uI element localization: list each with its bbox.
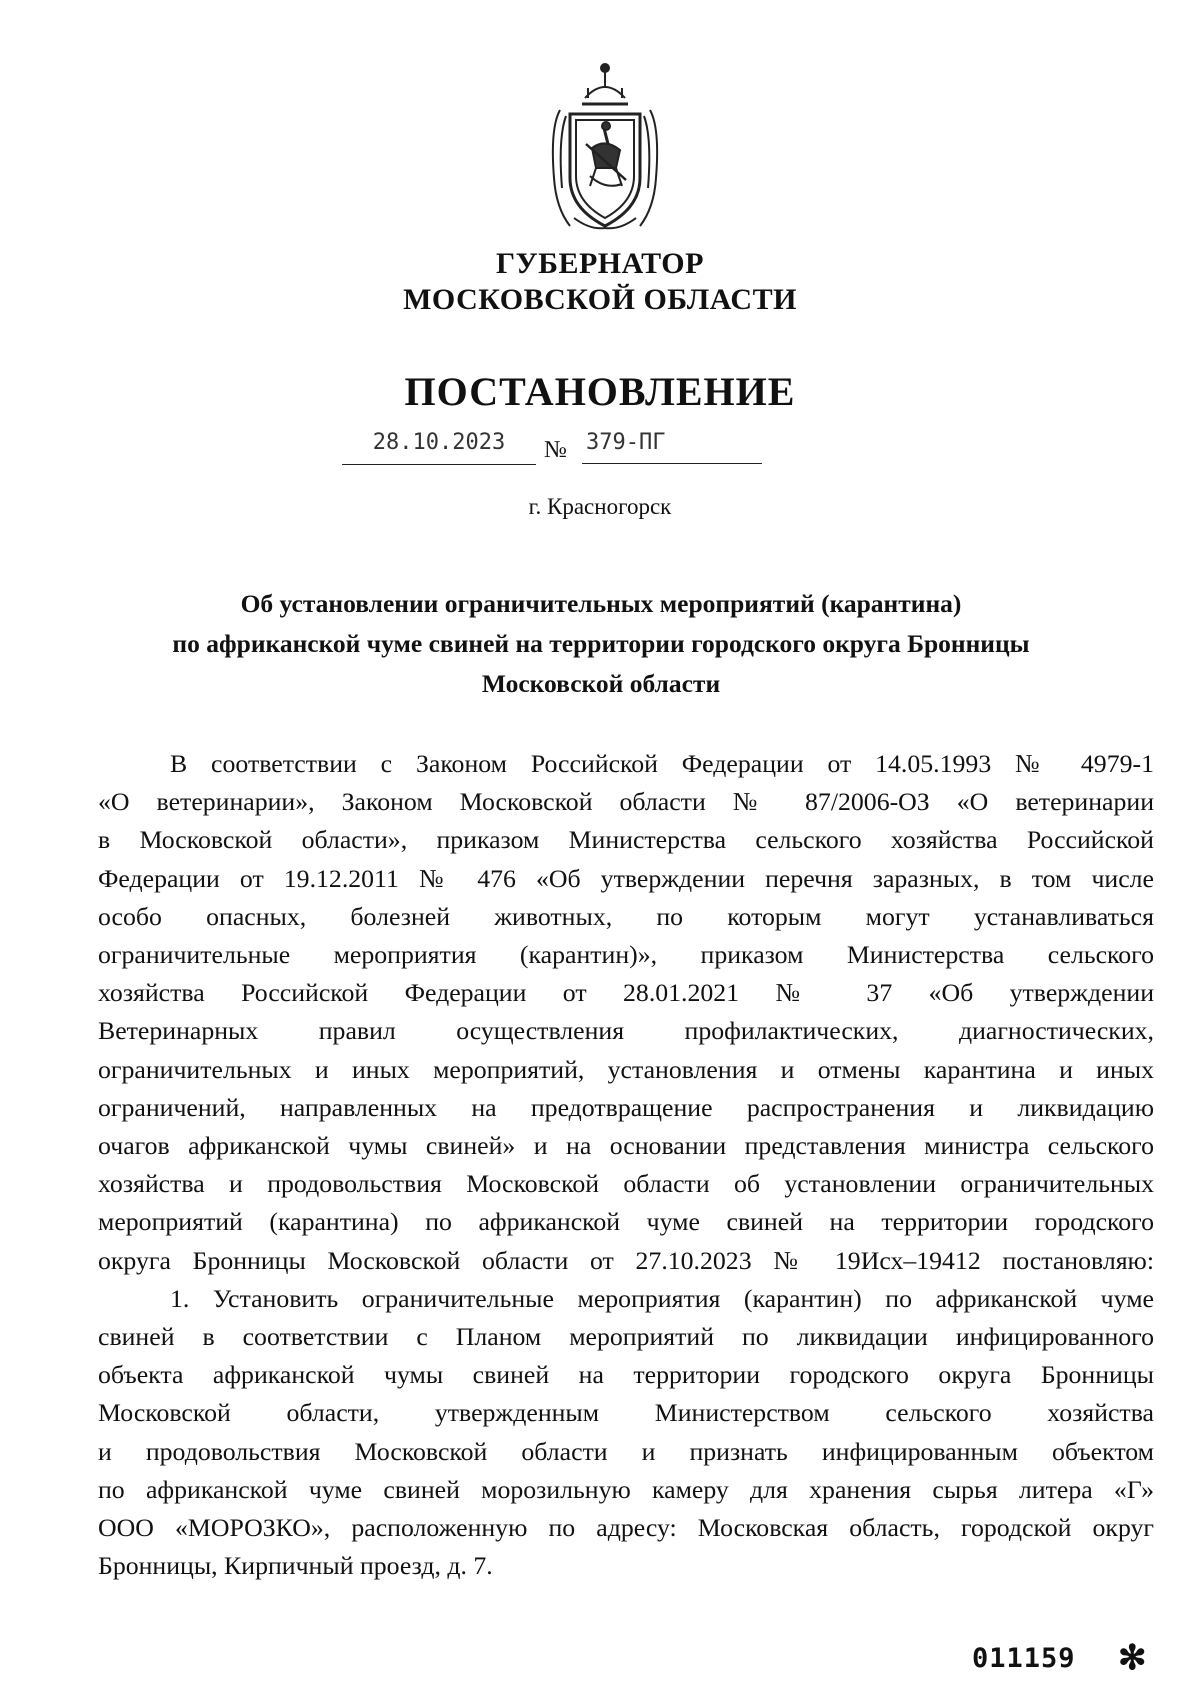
document-type-heading: ПОСТАНОВЛЕНИЕ	[404, 369, 796, 414]
body-line: ООО «МОРОЗКО», расположенную по адресу: Московская область, городской округ	[98, 1513, 1154, 1543]
body-line: мероприятий (карантина) по африканской чуме свиней на территории городского	[98, 1207, 1154, 1237]
body-line: по африканской чуме свиней морозильную камеру для хранения сырья литера «Г»	[98, 1474, 1154, 1504]
title-line-2: по африканской чуме свиней на территории городского округа Бронницы	[172, 629, 1030, 658]
body-line: объекта африканской чумы свиней на территории городского округа Бронницы	[98, 1360, 1154, 1390]
body-line: Московской области, утвержденным Министерством сельского хозяйства	[98, 1398, 1154, 1428]
body-line: ограничительные мероприятия (карантин)», приказом Министерства сельского	[98, 940, 1154, 970]
city-name: г. Красногорск	[528, 494, 672, 519]
authority-line-1: ГУБЕРНАТОР	[496, 247, 704, 280]
authority-line-2: МОСКОВСКОЙ ОБЛАСТИ	[403, 283, 797, 316]
body-line: Федерации от 19.12.2011 № 476 «Об утверждении перечня заразных, в том числе	[98, 863, 1154, 893]
document-date: 28.10.2023	[342, 430, 536, 465]
body-line: свиней в соответствии с Планом мероприятий по ликвидации инфицированного	[98, 1322, 1154, 1352]
title-line-3: Московской области	[481, 669, 721, 698]
title-line-1: Об установлении ограничительных мероприятий (карантина)	[240, 589, 962, 618]
body-line: в Московской области», приказом Министерства сельского хозяйства Российской	[98, 825, 1154, 855]
body-line: В соответствии с Законом Российской Федерации от 14.05.1993 № 4979-1	[170, 749, 1154, 778]
body-line: особо опасных, болезней животных, по которым могут устанавливаться	[98, 901, 1154, 931]
document-title	[96, 584, 1106, 704]
document-number: 379-ПГ	[582, 430, 762, 464]
body-line: хозяйства Российской Федерации от 28.01.2021 № 37 «Об утверждении	[98, 978, 1154, 1008]
body-line: «О ветеринарии», Законом Московской области № 87/2006-ОЗ «О ветеринарии	[98, 787, 1154, 817]
document-body	[98, 745, 1154, 1585]
body-line: и продовольствия Московской области и признать инфицированным объектом	[98, 1436, 1154, 1466]
body-line: Ветеринарных правил осуществления профилактических, диагностических,	[98, 1016, 1154, 1046]
body-line: 1. Установить ограничительные мероприятия (карантин) по африканской чуме	[170, 1283, 1154, 1313]
asterisk-mark-icon: ✻	[1118, 1640, 1147, 1677]
body-line: ограничений, направленных на предотвращение распространения и ликвидацию	[98, 1092, 1154, 1122]
body-line: округа Бронницы Московской области от 27.10.2023 № 19Исх–19412 постановляю:	[98, 1245, 1154, 1275]
body-line: очагов африканской чумы свиней» и на основании представления министра сельского	[98, 1131, 1154, 1161]
moscow-oblast-coat-of-arms-icon	[530, 58, 680, 236]
serial-number: 011159	[972, 1643, 1076, 1674]
body-line: Бронницы, Кирпичный проезд, д. 7.	[98, 1551, 493, 1581]
number-sign: №	[544, 437, 567, 463]
body-line: ограничительных и иных мероприятий, установления и отмены карантина и иных	[98, 1054, 1154, 1084]
body-line: хозяйства и продовольствия Московской области об установлении ограничительных	[98, 1169, 1154, 1199]
